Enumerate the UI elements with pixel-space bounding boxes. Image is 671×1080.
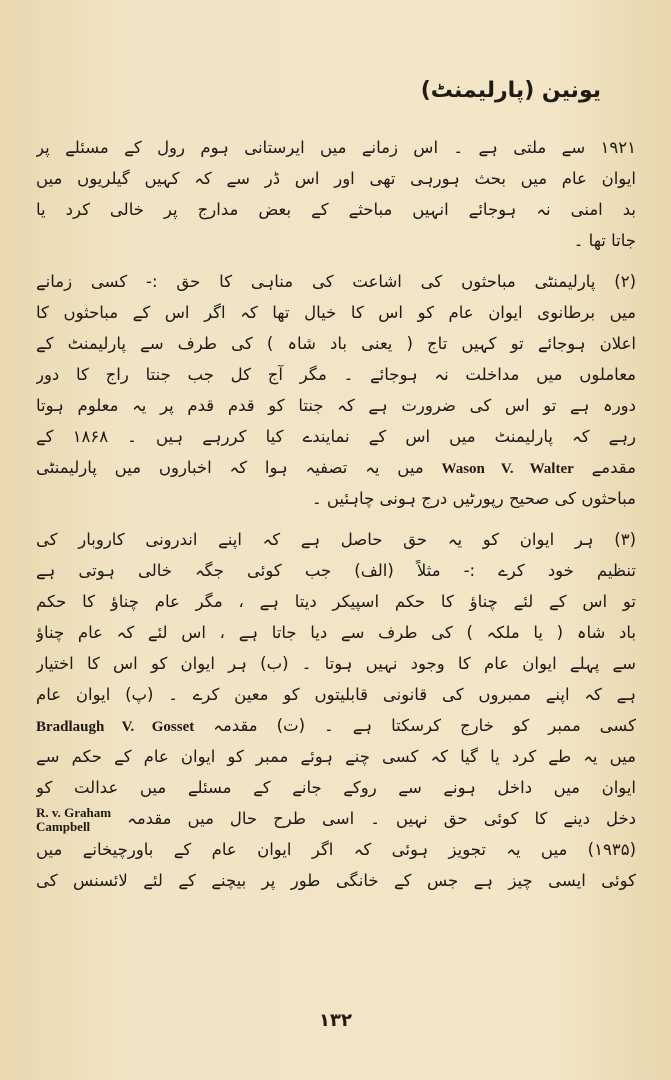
text-line-with-case [36,452,636,483]
text-line: ایوان میں داخل ہونے سے روکے جانے کے مسئلے میں عدالت کو [36,778,636,797]
text-fragment: مقدمے [591,458,636,477]
case-citation-graham-line1: R. v. Graham [36,804,112,820]
text-line: باد شاہ ( یا ملکہ ) کی طرف سے دیا جاتا ہے ، اس لئے کہ عام چناؤ [36,623,636,642]
text-line: اعلان ہوجائے تو کہیں تاج ( یعنی باد شاہ ) کی طرف سے پارلیمنٹ کے [36,334,636,353]
case-citation-wason: Wason V. Walter [441,461,574,477]
text-line: (۱۹۳۵) میں یہ تجویز ہوئی کہ اگر ایوان عام کے باورچیخانے میں [36,840,636,859]
case-citation-graham-line2: Campbell [36,818,91,834]
text-line: جاتا تھا ۔ [573,231,636,250]
page-body [36,132,636,896]
text-line: دورہ ہے تو اس کی ضرورت ہے کہ جنتا کو قدم قدم پر یہ معلوم ہوتا [36,396,636,415]
text-line-with-case [36,803,636,834]
text-line: معاملوں میں مداخلت نہ ہوجائے ۔ مگر آج کل جب جنتا راج کا دور [36,365,636,384]
text-line-with-case [36,710,636,741]
text-line: (۳) ہر ایوان کو یہ حق حاصل ہے کہ اپنے اندرونی کاروبار کی [36,530,636,549]
text-line: رہے کہ پارلیمنٹ میں اس کے نمایندے کیا کررہے ہیں ۔ ۱۸۶۸ کے [36,427,636,446]
case-citation-graham [36,806,111,834]
case-citation-bradlaugh: Bradlaugh V. Gosset [36,719,195,735]
text-fragment: میں یہ تصفیہ ہوا کہ اخباروں میں پارلیمنٹی [36,458,424,477]
text-line: میں یہ طے کرد یا گیا کہ کسی چنے ہوئے ممبر کو ایوان عام کے حکم سے [36,747,636,766]
text-line: ایوان عام میں بحث ہورہی تھی اور اس ڈر سے کہ کہیں گیلریوں میں [36,169,636,188]
text-line: کوئی ایسی چیز ہے جس کے خانگی طور پر بیچنے کے لئے لائسنس کی [36,871,636,890]
text-line: (۲) پارلیمنٹی مباحثوں کی اشاعت کی مناہی کا حق :- کسی زمانے [36,272,636,291]
text-line: بد امنی نہ ہوجائے انہیں مباحثے کے بعض مدارج پر خالی کرد یا [36,200,636,219]
text-fragment: دخل دینے کا کوئی حق نہیں ۔ اسی طرح حال میں مقدمہ [127,809,636,828]
text-line: سے پہلے ایوان عام کا وجود نہیں ہوتا ۔ (ب) ہر ایوان کو اس کا اختیار [36,654,636,673]
running-header: یونین (پارلیمنٹ) [420,78,601,103]
text-line: ۱۹۲۱ سے ملتی ہے ۔ اس زمانے میں ایرستانی ہوم رول کے مسئلے پر [36,138,636,157]
text-line: مباحثوں کی صحیح رپورٹیں درج ہونی چاہئیں ۔ [311,489,636,508]
text-line: ہے کہ اپنے ممبروں کی قانونی قابلیتوں کو معین کرے ۔ (پ) ایوان عام [36,685,636,704]
text-line: تنظیم خود کرے :- مثلاً (الف) جب کوئی جگہ خالی ہوتی ہے [36,561,636,580]
text-line: تو اس کے لئے چناؤ کا حکم اسپیکر دیتا ہے ، مگر عام چناؤ کا حکم [36,592,636,611]
page-number: ۱۳۲ [319,1010,352,1031]
text-line: میں برطانوی ایوان عام کو اس کا خیال تھا کہ اگر اس کے مباحثوں کا [36,303,636,322]
text-fragment: کسی ممبر کو خارج کرسکتا ہے ۔ (ت) مقدمہ [213,716,636,735]
